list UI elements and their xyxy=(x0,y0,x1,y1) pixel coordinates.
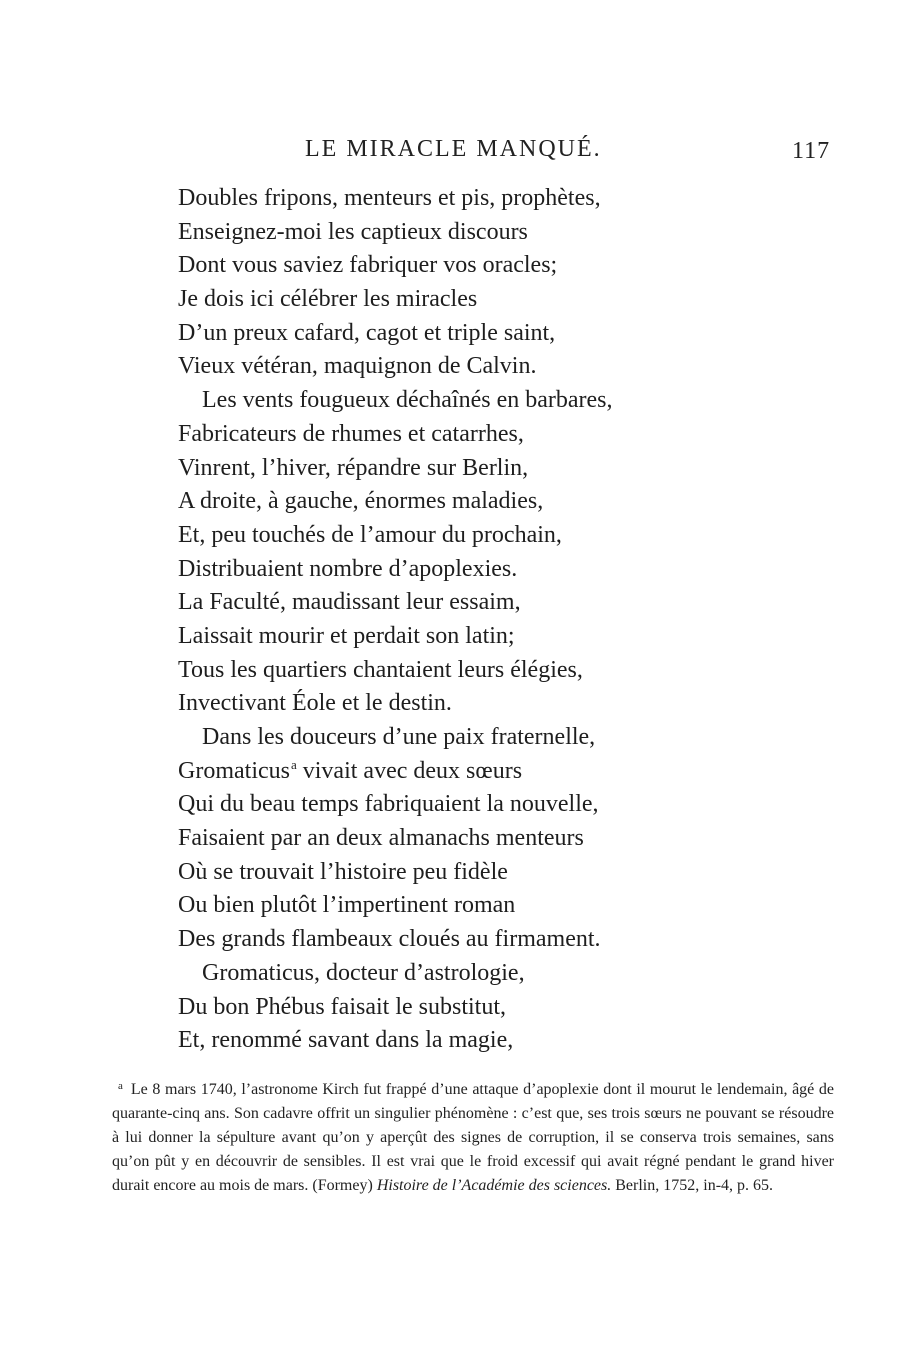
footnote-work-title: Histoire de l’Académie des sciences. xyxy=(376,1177,612,1194)
verse-line: Je dois ici célébrer les miracles xyxy=(178,286,478,313)
verse-line: A droite, à gauche, énormes maladies, xyxy=(178,488,544,515)
verse-line: Invectivant Éole et le destin. xyxy=(178,690,452,717)
running-head xyxy=(0,136,900,166)
verse-line: Des grands flambeaux cloués au firmament. xyxy=(178,926,601,953)
verse-line-end: vivait avec deux sœurs xyxy=(296,757,523,784)
verse-line: Dont vous saviez fabriquer vos oracles; xyxy=(178,252,558,279)
verse-line: Où se trouvait l’histoire peu fidèle xyxy=(178,858,508,885)
verse-line: La Faculté, maudissant leur essaim, xyxy=(178,589,521,616)
page-number: 117 xyxy=(792,138,831,164)
verse-line: Vinrent, l’hiver, répandre sur Berlin, xyxy=(178,454,529,481)
footnote-marker: a xyxy=(118,1080,123,1092)
verse-line: Tous les quartiers chantaient leurs élégies, xyxy=(178,656,583,683)
verse-line: Enseignez-moi les captieux discours xyxy=(178,218,528,245)
verse-line: Vieux vétéran, maquignon de Calvin. xyxy=(178,353,537,380)
verse-line: Ou bien plutôt l’impertinent roman xyxy=(178,892,516,919)
verse-line: Laissait mourir et perdait son latin; xyxy=(178,622,515,649)
footnote-citation: Berlin, 1752, in-4, p. 65. xyxy=(615,1177,774,1194)
verse-line: Du bon Phébus faisait le substitut, xyxy=(178,993,506,1020)
verse-line: Et, renommé savant dans la magie, xyxy=(178,1027,514,1054)
verse-line-start: Gromaticus xyxy=(178,757,290,784)
verse-line: D’un preux cafard, cagot et triple saint, xyxy=(178,319,556,346)
verse-line: Distribuaient nombre d’apoplexies. xyxy=(178,555,518,582)
running-title: LE MIRACLE MANQUÉ. xyxy=(305,136,602,162)
verse-line: Faisaient par an deux almanachs menteurs xyxy=(178,825,584,852)
footnote-reference: a xyxy=(290,756,297,772)
verse-line: Et, peu touchés de l’amour du prochain, xyxy=(178,521,562,548)
verse-line: Fabricateurs de rhumes et catarrhes, xyxy=(178,420,524,447)
verse-line: Doubles fripons, menteurs et pis, prophètes, xyxy=(178,185,601,211)
poem xyxy=(178,182,818,1058)
verse-line-stanza-start: Les vents fougueux déchaînés en barbares, xyxy=(202,387,613,414)
footnote-text: Le 8 mars 1740, l’astronome Kirch fut frappé d’une attaque d’apoplexie dont il mourut le lendemain, âgé de quarante-cinq ans. Son cadavre offrit un singulier phénomène : c’est que, ses trois sœurs ne pouvant se résoudre à lui donner la sépulture avant qu’on y aperçût des signes de corruption, il se conserva trois semaines, sans qu’on pût y en découvrir de sensibles. Il est vrai que le froid excessif qui avait régné pendant le grand hiver durait encore au mois de mars. (Formey) xyxy=(112,1081,834,1194)
verse-line-stanza-start: Gromaticus, docteur d’astrologie, xyxy=(202,959,525,986)
verse-line: Qui du beau temps fabriquaient la nouvelle, xyxy=(178,791,599,818)
verse-line-with-note xyxy=(178,755,818,789)
footnote xyxy=(112,1078,834,1198)
verse-line-stanza-start: Dans les douceurs d’une paix fraternelle, xyxy=(202,724,596,750)
